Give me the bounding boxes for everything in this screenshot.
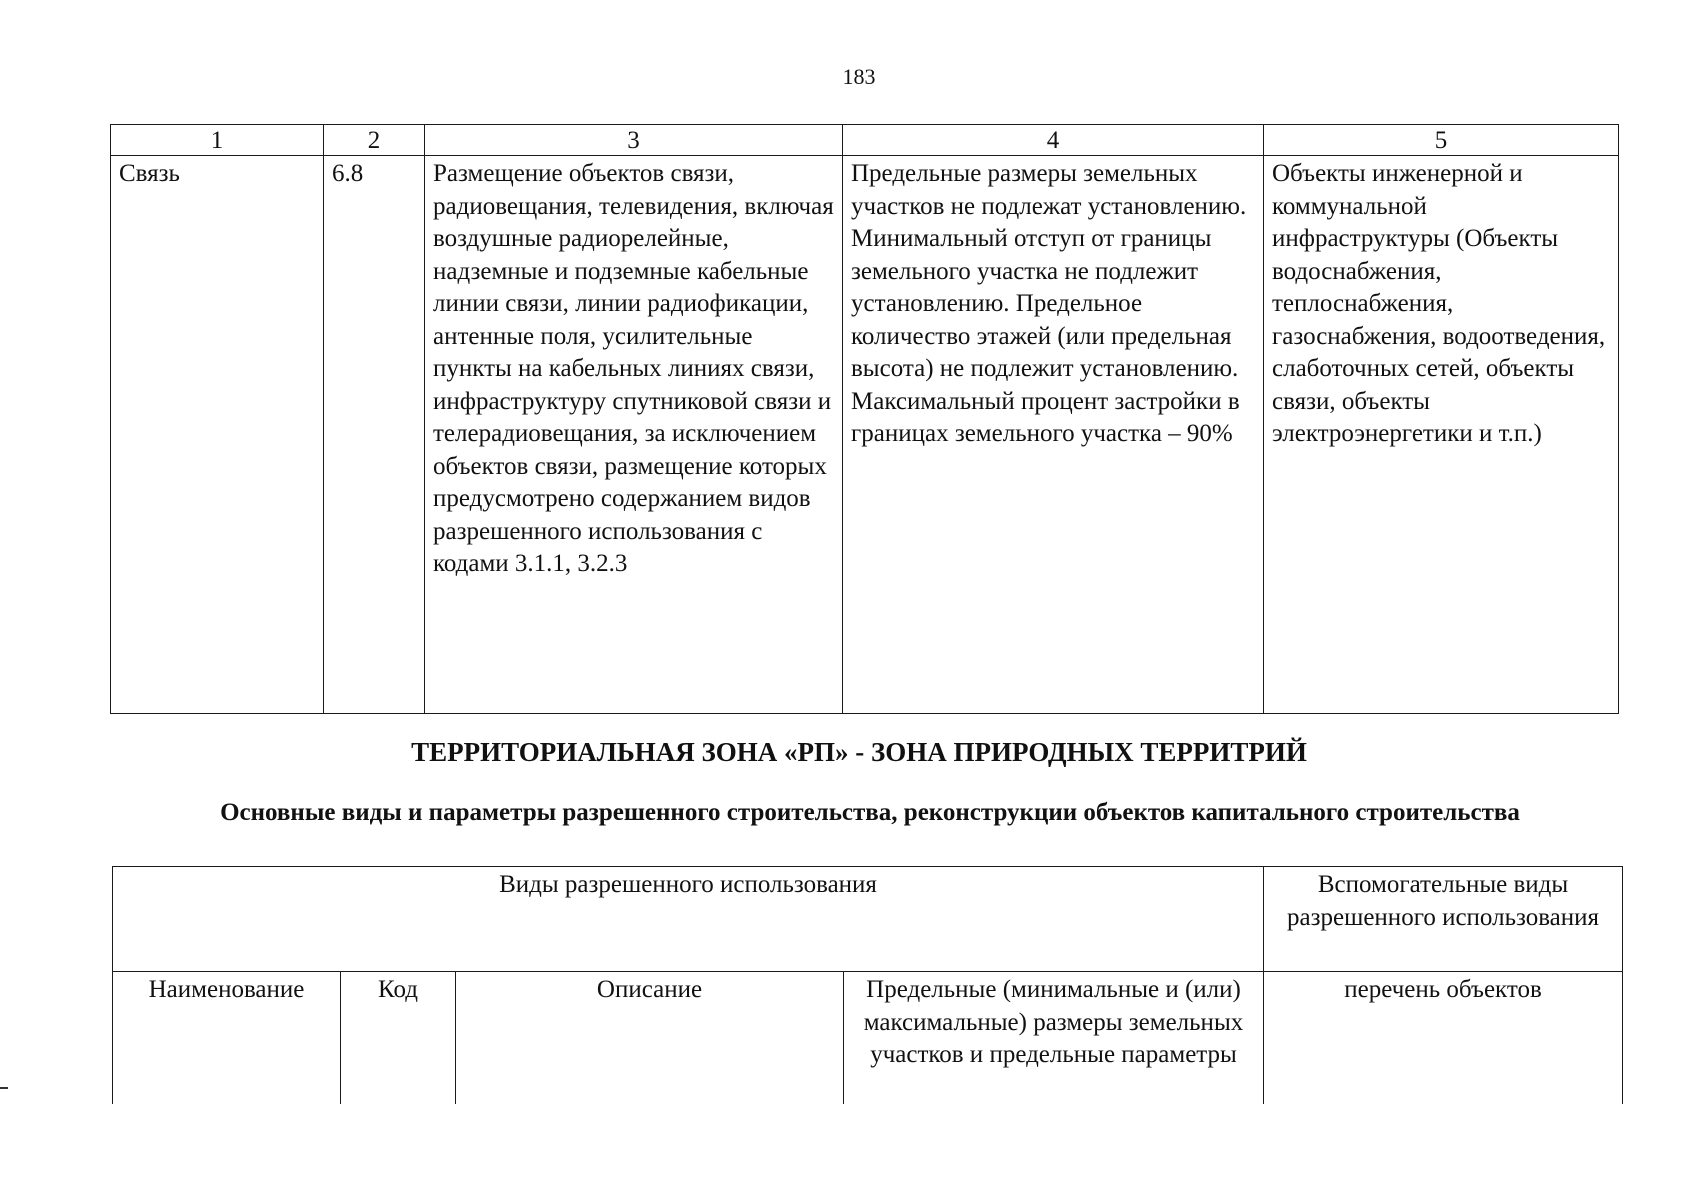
permitted-uses-header: Виды разрешенного использования xyxy=(113,867,1264,972)
section-title: Основные виды и параметры разрешенного строительства, реконструкции объектов капитального строительства xyxy=(220,799,1520,826)
auxiliary-uses-header: Вспомогательные виды разрешенного использования xyxy=(1264,867,1623,972)
column-number-row xyxy=(111,125,1619,156)
zone-rp-table xyxy=(112,866,1623,1104)
margin-mark xyxy=(0,1087,8,1089)
use-description-cell: Размещение объектов связи, радиовещания, телевидения, включая воздушные радиорелейные, надземные и подземные кабельные линии связи, линии радиофикации, антенные поля, усилительные пункты на кабельных линиях связи, инфраструктуру спутниковой связи и телерадиовещания, за исключением объектов связи, размещение которых предусмотрено содержанием видов разрешенного использования с кодами 3.1.1, 3.2.3 xyxy=(425,156,843,714)
land-use-table-continued xyxy=(110,124,1619,714)
use-name-cell: Связь xyxy=(111,156,324,714)
table-header-row xyxy=(113,867,1623,972)
column-number-5: 5 xyxy=(1264,125,1619,156)
code-column-header: Код xyxy=(341,972,456,1105)
use-parameters-cell: Предельные размеры земельных участков не подлежат установлению. Минимальный отступ от границы земельного участка не подлежит установлению. Предельное количество этажей (или предельная высота) не подлежит установлению. Максимальный процент застройки в границах земельного участка – 90% xyxy=(843,156,1264,714)
column-number-3: 3 xyxy=(425,125,843,156)
parameters-column-header: Предельные (минимальные и (или) максимальные) размеры земельных участков и предельные параметры xyxy=(844,972,1264,1105)
table-subheader-row xyxy=(113,972,1623,1105)
zone-title: ТЕРРИТОРИАЛЬНАЯ ЗОНА «РП» - ЗОНА ПРИРОДНЫХ ТЕРРИТРИЙ xyxy=(411,737,1307,767)
auxiliary-uses-cell: Объекты инженерной и коммунальной инфраструктуры (Объекты водоснабжения, теплоснабжения, газоснабжения, водоотведения, слаботочных сетей, объекты связи, объекты электроэнергетики и т.п.) xyxy=(1264,156,1619,714)
column-number-1: 1 xyxy=(111,125,324,156)
objects-column-header: перечень объектов xyxy=(1264,972,1623,1105)
name-column-header: Наименование xyxy=(113,972,341,1105)
page-number: 183 xyxy=(842,64,876,89)
table-row xyxy=(111,156,1619,714)
column-number-2: 2 xyxy=(324,125,425,156)
column-number-4: 4 xyxy=(843,125,1264,156)
description-column-header: Описание xyxy=(456,972,844,1105)
use-code-cell: 6.8 xyxy=(324,156,425,714)
